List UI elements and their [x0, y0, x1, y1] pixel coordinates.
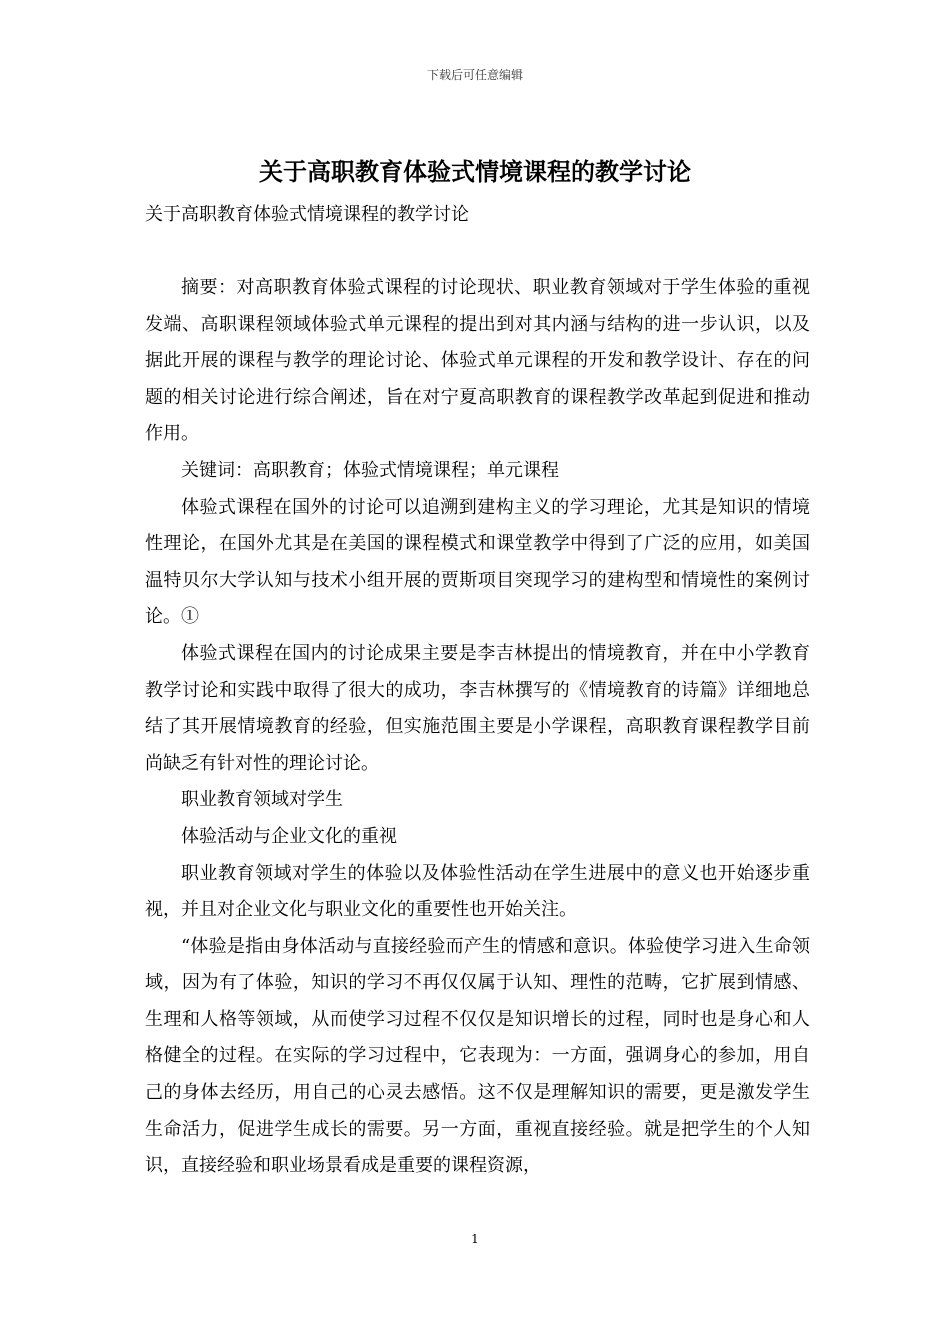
document-subtitle: 关于高职教育体验式情境课程的教学讨论: [145, 204, 469, 225]
document-title: 关于高职教育体验式情境课程的教学讨论: [259, 157, 691, 186]
body-paragraph: “体验是指由身体活动与直接经验而产生的情感和意识。体验使学习进入生命领域，因为有了体验，知识的学习不再仅仅属于认知、理性的范畴，它扩展到情感、生理和人格等领域，从而使学习过程不仅仅是知识增长的过程，同时也是身心和人格健全的过程。在实际的学习过程中，它表现为：一方面，强调身心的参加，用自己的身体去经历，用自己的心灵去感悟。这不仅是理解知识的需要，更是激发学生生命活力，促进学生成长的需要。另一方面，重视直接经验。就是把学生的个人知识，直接经验和职业场景看成是重要的课程资源，: [145, 935, 810, 1177]
abstract-paragraph: 摘要：对高职教育体验式课程的讨论现状、职业教育领域对于学生体验的重视发端、高职课程领域体验式单元课程的提出到对其内涵与结构的进一步认识，以及据此开展的课程与教学的理论讨论、体验式单元课程的开发和教学设计、存在的问题的相关讨论进行综合阐述，旨在对宁夏高职教育的课程教学改革起到促进和推动作用。: [145, 277, 810, 445]
page-header-note: 下载后可任意编辑: [426, 68, 523, 82]
body-paragraph: 体验式课程在国外的讨论可以追溯到建构主义的学习理论，尤其是知识的情境性理论，在国外尤其是在美国的课程模式和课堂教学中得到了广泛的应用，如美国温特贝尔大学认知与技术小组开展的贾斯项目突现学习的建构型和情境性的案例讨论。①: [145, 496, 810, 628]
body-paragraph: 体验式课程在国内的讨论成果主要是李吉林提出的情境教育，并在中小学教育教学讨论和实践中取得了很大的成功，李吉林撰写的《情境教育的诗篇》详细地总结了其开展情境教育的经验，但实施范围主要是小学课程，高职教育课程教学目前尚缺乏有针对性的理论讨论。: [145, 642, 810, 774]
document-body: [145, 270, 810, 1185]
body-paragraph: 职业教育领域对学生的体验以及体验性活动在学生进展中的意义也开始逐步重视，并且对企业文化与职业文化的重要性也开始关注。: [145, 862, 810, 921]
section-heading: 体验活动与企业文化的重视: [181, 825, 397, 847]
page-number: 1: [471, 1232, 479, 1246]
section-heading: 职业教育领域对学生: [181, 789, 343, 811]
keywords-paragraph: 关键词：高职教育；体验式情境课程；单元课程: [181, 459, 559, 481]
